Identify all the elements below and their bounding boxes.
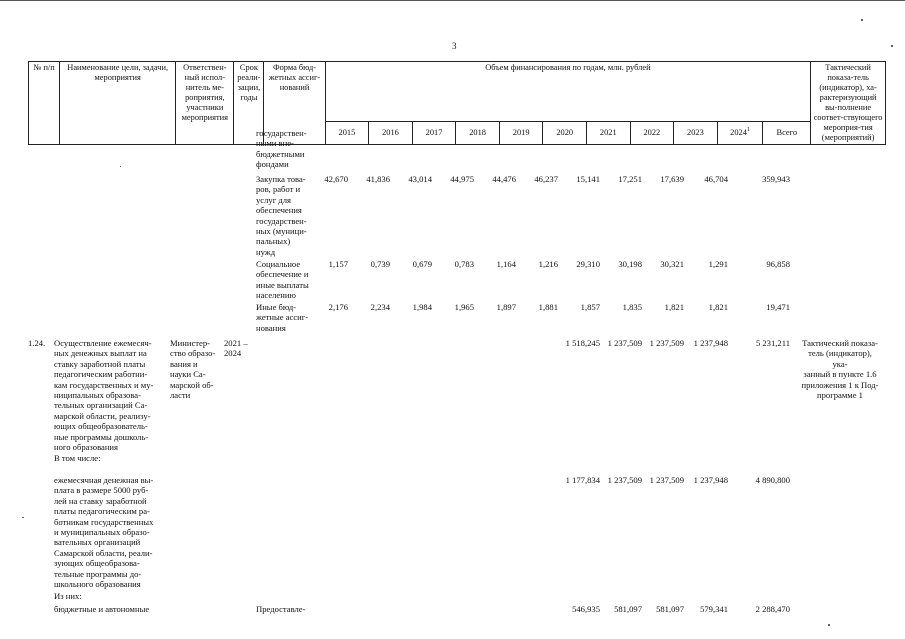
year-header: 2016 xyxy=(369,122,413,145)
value-cell: 17,639 xyxy=(660,174,684,184)
footnote-mark: 1 xyxy=(746,127,750,134)
form-procurement: Закупка това- ров, работ и услуг для обеспечения государствен- ных (муници- пальных) нужд xyxy=(256,174,307,257)
header-table xyxy=(28,61,886,145)
value-cell: 1,157 xyxy=(328,259,348,269)
value-cell: 546,935 xyxy=(572,604,600,614)
item-number: 1.24. xyxy=(28,338,46,348)
scan-speck xyxy=(120,166,121,167)
value-cell: 581,097 xyxy=(656,604,684,614)
value-cell: 2,176 xyxy=(328,302,348,312)
value-cell: 1,857 xyxy=(580,302,600,312)
value-cell: 1 177,834 xyxy=(565,475,600,485)
value-cell: 1 518,245 xyxy=(565,338,600,348)
col-header-form: Форма бюд-жетных ассиг-нований xyxy=(264,62,325,145)
year-header: 2017 xyxy=(412,122,456,145)
value-cell: 1 237,948 xyxy=(693,338,728,348)
including-label: В том числе: xyxy=(54,453,101,463)
value-cell: 41,836 xyxy=(366,174,390,184)
scan-speck xyxy=(891,45,893,47)
value-cell: 2 288,470 xyxy=(755,604,790,614)
col-header-num: № п/п xyxy=(29,62,60,145)
value-cell: 1,821 xyxy=(664,302,684,312)
year-header: 2021 xyxy=(587,122,631,145)
value-cell: 30,198 xyxy=(618,259,642,269)
scan-speck xyxy=(861,19,863,21)
year-header-2024 xyxy=(717,122,763,145)
value-cell: 1,984 xyxy=(412,302,432,312)
value-cell: 1,291 xyxy=(708,259,728,269)
col-header-responsible: Ответствен-ный испол-нитель ме-роприятия, участники мероприятия xyxy=(176,62,234,145)
value-cell: 1,881 xyxy=(538,302,558,312)
value-cell: 2,234 xyxy=(370,302,390,312)
year-header: 2018 xyxy=(456,122,500,145)
year-header: 2019 xyxy=(499,122,543,145)
value-cell: 1,965 xyxy=(454,302,474,312)
value-cell: 15,141 xyxy=(576,174,600,184)
col-header-indicator: Тактический показа-тель (индикатор), ха-рактеризующий вы-полнение соответ-ствующего мероприя-тия (мероприятий) xyxy=(811,62,886,145)
item-name: Осуществление ежемесяч- ных денежных выплат на ставку заработной платы педагогическим работни- кам государственных и му- ниципальных образова- тельных организаций Са- марской области, реализу- ющих общеобразователь- ные программы дошколь- ного образования xyxy=(54,338,154,453)
value-cell: 17,251 xyxy=(618,174,642,184)
value-cell: 42,670 xyxy=(324,174,348,184)
page-number: 3 xyxy=(452,41,457,51)
value-cell: 44,476 xyxy=(492,174,516,184)
value-cell: 19,471 xyxy=(766,302,790,312)
value-cell: 96,858 xyxy=(766,259,790,269)
subsubitem-name: бюджетные и автономные xyxy=(54,604,150,614)
value-cell: 30,321 xyxy=(660,259,684,269)
value-cell: 1 237,509 xyxy=(607,338,642,348)
col-header-funding: Объем финансирования по годам, млн. рублей xyxy=(325,62,811,122)
value-cell: 1 237,509 xyxy=(607,475,642,485)
value-cell: 29,310 xyxy=(576,259,600,269)
year-header: 2020 xyxy=(543,122,587,145)
col-header-name: Наименование цели, задачи, мероприятия xyxy=(60,62,176,145)
value-cell: 46,704 xyxy=(704,174,728,184)
form-social: Социальное обеспечение и иные выплаты населению xyxy=(256,259,309,301)
total-header: Всего xyxy=(763,122,811,145)
value-cell: 5 231,211 xyxy=(755,338,790,348)
value-cell: 0,783 xyxy=(454,259,474,269)
page-top-edge xyxy=(0,0,905,1)
year-header: 2022 xyxy=(630,122,674,145)
value-cell: 1,164 xyxy=(496,259,516,269)
form-continuation: государствен- ными вне- бюджетными фондами xyxy=(256,128,307,170)
value-cell: 1 237,509 xyxy=(649,475,684,485)
item-responsible: Министер- ство образо- вания и науки Са- марской об- ласти xyxy=(170,338,216,401)
value-cell: 1,835 xyxy=(622,302,642,312)
value-cell: 579,341 xyxy=(700,604,728,614)
value-cell: 581,097 xyxy=(614,604,642,614)
value-cell: 43,014 xyxy=(408,174,432,184)
of-them-label: Из них: xyxy=(54,591,82,601)
value-cell: 1,216 xyxy=(538,259,558,269)
subsubitem-form: Предоставле- xyxy=(256,604,306,614)
value-cell: 0,679 xyxy=(412,259,432,269)
value-cell: 4 890,800 xyxy=(755,475,790,485)
value-cell: 1 237,509 xyxy=(649,338,684,348)
value-cell: 1 237,948 xyxy=(693,475,728,485)
value-cell: 46,237 xyxy=(534,174,558,184)
value-cell: 1,821 xyxy=(708,302,728,312)
scan-speck xyxy=(22,517,24,518)
item-indicator: Тактический показа- тель (индикатор), ука- занный в пункте 1.6 приложения 1 к Под- программе 1 xyxy=(801,338,879,401)
scan-speck xyxy=(828,624,830,626)
subitem-name: ежемесячная денежная вы- плата в размере 5000 руб- лей на ставку заработной платы педагогическим ра- ботникам государственных и муниципальных образо- вательных организаций Самарской области, реали- зующих общеобразова- тельные программы до- школьного образования xyxy=(54,475,154,590)
value-cell: 44,975 xyxy=(450,174,474,184)
year-header: 2015 xyxy=(325,122,369,145)
form-other: Иные бюд- жетные ассиг- нования xyxy=(256,302,309,333)
col-header-term: Срок реали-зации, годы xyxy=(234,62,264,145)
value-cell: 1,897 xyxy=(496,302,516,312)
value-cell: 0,739 xyxy=(370,259,390,269)
year-header: 2023 xyxy=(674,122,718,145)
value-cell: 359,943 xyxy=(762,174,790,184)
year-label: 2024 xyxy=(730,128,747,137)
item-term: 2021 – 2024 xyxy=(224,338,248,359)
